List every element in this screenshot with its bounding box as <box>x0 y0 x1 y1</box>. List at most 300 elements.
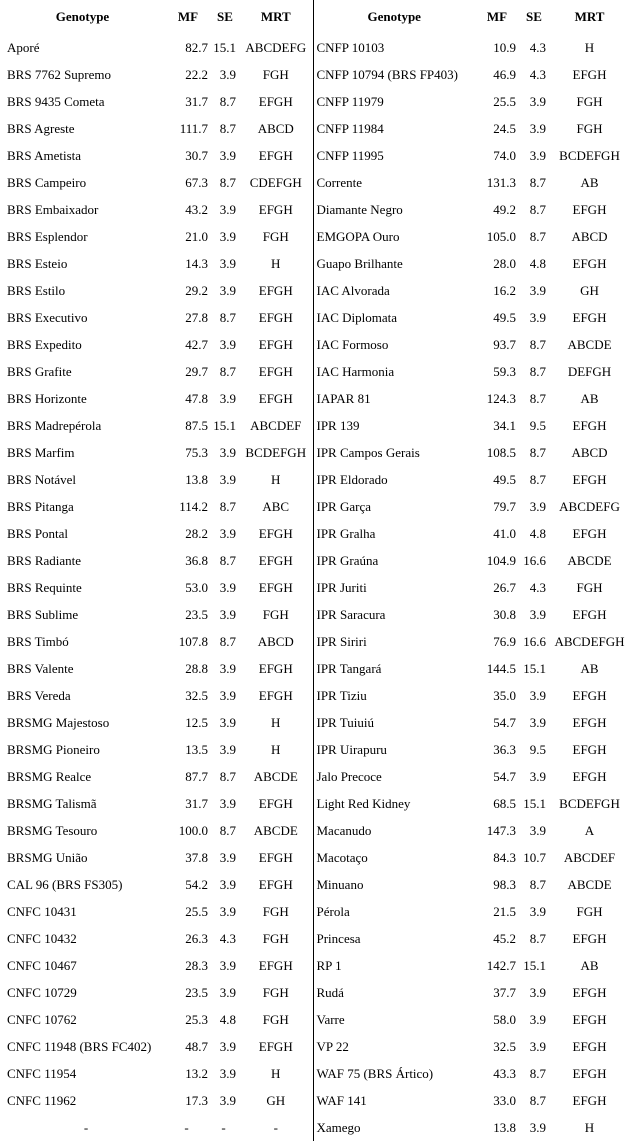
mf-cell-left: 111.7 <box>179 120 208 136</box>
mf-cell-left: 87.5 <box>185 417 208 433</box>
se-cell-left: 3.9 <box>219 984 236 1000</box>
mf-cell-right: 37.7 <box>493 984 516 1000</box>
genotype-cell-left: CNFC 10729 <box>7 984 77 1000</box>
mrt-cell-right: EFGH <box>572 1011 607 1027</box>
se-cell-right: 16.6 <box>523 552 546 568</box>
mf-cell-left: 47.8 <box>185 390 208 406</box>
mf-cell-left: 26.3 <box>185 930 208 946</box>
mrt-cell-right: DEFGH <box>567 363 612 379</box>
mf-cell-left: 114.2 <box>179 498 208 514</box>
genotype-cell-left: Aporé <box>7 39 40 55</box>
se-cell-right: 3.9 <box>529 903 546 919</box>
mf-cell-right: 41.0 <box>493 525 516 541</box>
se-cell-left: 3.9 <box>219 147 236 163</box>
se-cell-left: 15.1 <box>213 39 236 55</box>
mrt-cell-right: EFGH <box>572 687 607 703</box>
mf-cell-right: 108.5 <box>486 444 516 460</box>
mrt-cell-right: ABCD <box>571 228 608 244</box>
se-cell-left: 3.9 <box>219 525 236 541</box>
se-cell-left: 3.9 <box>219 660 236 676</box>
mrt-cell-left: H <box>271 255 281 271</box>
genotype-cell-right: WAF 75 (BRS Ártico) <box>313 1060 475 1087</box>
mrt-cell-left: BCDEFGH <box>245 444 307 460</box>
mf-cell-left: 25.3 <box>185 1011 208 1027</box>
mrt-cell-left: EFGH <box>258 579 293 595</box>
table-header <box>0 0 630 34</box>
mf-cell-right: 58.0 <box>493 1011 516 1027</box>
mrt-cell-left: FGH <box>262 606 289 622</box>
genotype-cell-right: IPR Tiziu <box>313 682 475 709</box>
mf-cell-left: 42.7 <box>185 336 208 352</box>
se-cell-right: 8.7 <box>529 363 546 379</box>
se-cell-right: 9.5 <box>529 417 546 433</box>
genotype-cell-left: BRS Esplendor <box>7 228 88 244</box>
genotype-cell-right: CNFP 10794 (BRS FP403) <box>313 61 475 88</box>
se-cell-right: 3.9 <box>529 498 546 514</box>
mrt-cell-left: EFGH <box>258 390 293 406</box>
table-row <box>0 628 630 655</box>
mf-cell-right: 131.3 <box>486 174 516 190</box>
genotype-cell-right: IPR Tuiuiú <box>313 709 475 736</box>
genotype-cell-left: BRS Vereda <box>7 687 71 703</box>
genotype-cell-right: VP 22 <box>313 1033 475 1060</box>
genotype-cell-left: BRS Grafite <box>7 363 72 379</box>
mrt-cell-right: ABCDE <box>567 336 612 352</box>
mrt-cell-left: FGH <box>262 903 289 919</box>
genotype-cell-right: RP 1 <box>313 952 475 979</box>
mf-cell-left: 29.7 <box>185 363 208 379</box>
genotype-cell-left: BRS Notável <box>7 471 76 487</box>
table-row <box>0 115 630 142</box>
mf-cell-left: 37.8 <box>185 849 208 865</box>
table-row <box>0 1006 630 1033</box>
mf-cell-left: - <box>184 1119 189 1135</box>
genotype-cell-right: Jalo Precoce <box>313 763 475 790</box>
mf-cell-left: 23.5 <box>185 606 208 622</box>
mrt-cell-right: EFGH <box>572 768 607 784</box>
header-genotype-left: Genotype <box>55 9 110 24</box>
table-row <box>0 412 630 439</box>
table-row <box>0 493 630 520</box>
genotype-cell-left: BRS Marfim <box>7 444 75 460</box>
se-cell-right: 3.9 <box>529 147 546 163</box>
genotype-cell-left: BRS 7762 Supremo <box>7 66 112 82</box>
mf-cell-right: 30.8 <box>493 606 516 622</box>
mrt-cell-left: EFGH <box>258 1038 293 1054</box>
mf-cell-right: 35.0 <box>493 687 516 703</box>
genotype-cell-right: IPR Siriri <box>313 628 475 655</box>
mrt-cell-left: EFGH <box>258 876 293 892</box>
mrt-cell-left: FGH <box>262 984 289 1000</box>
mf-cell-right: 144.5 <box>486 660 516 676</box>
se-cell-left: 4.8 <box>219 1011 236 1027</box>
mf-cell-right: 45.2 <box>493 930 516 946</box>
se-cell-left: 3.9 <box>219 741 236 757</box>
mf-cell-left: 21.0 <box>185 228 208 244</box>
mrt-cell-left: FGH <box>262 930 289 946</box>
mf-cell-left: 29.2 <box>185 282 208 298</box>
genotype-cell-left: - <box>83 1119 89 1135</box>
genotype-cell-right: IAC Diplomata <box>313 304 475 331</box>
genotype-cell-right: Guapo Brilhante <box>313 250 475 277</box>
genotype-cell-left: BRS Horizonte <box>7 390 87 406</box>
genotype-cell-right: Macotaço <box>313 844 475 871</box>
mrt-cell-left: EFGH <box>258 552 293 568</box>
se-cell-left: 8.7 <box>219 309 236 325</box>
mrt-cell-left: EFGH <box>258 660 293 676</box>
mf-cell-right: 34.1 <box>493 417 516 433</box>
se-cell-left: 3.9 <box>219 1038 236 1054</box>
genotype-cell-right: IPR Saracura <box>313 601 475 628</box>
mf-cell-left: 87.7 <box>185 768 208 784</box>
mf-cell-left: 43.2 <box>185 201 208 217</box>
genotype-cell-right: Light Red Kidney <box>313 790 475 817</box>
header-mf-left: MF <box>177 9 199 24</box>
mf-cell-left: 31.7 <box>185 795 208 811</box>
genotype-cell-right: CNFP 11995 <box>313 142 475 169</box>
mf-cell-left: 14.3 <box>185 255 208 271</box>
se-cell-right: 3.9 <box>529 120 546 136</box>
se-cell-left: 3.9 <box>219 903 236 919</box>
genotype-cell-left: BRS Embaixador <box>7 201 99 217</box>
genotype-cell-left: BRSMG Pioneiro <box>7 741 100 757</box>
mf-cell-right: 49.5 <box>493 309 516 325</box>
mf-cell-right: 147.3 <box>486 822 516 838</box>
table-row <box>0 574 630 601</box>
genotype-cell-right: CNFP 11984 <box>313 115 475 142</box>
genotype-cell-left: CNFC 11954 <box>7 1065 77 1081</box>
mrt-cell-left: GH <box>266 1092 286 1108</box>
se-cell-left: 8.7 <box>219 498 236 514</box>
genotype-cell-right: IPR Uirapuru <box>313 736 475 763</box>
mrt-cell-right: EFGH <box>572 201 607 217</box>
mrt-cell-right: ABCDE <box>567 552 612 568</box>
mf-cell-right: 54.7 <box>493 714 516 730</box>
genotype-cell-right: IPR Graúna <box>313 547 475 574</box>
genotype-cell-right: IPR Garça <box>313 493 475 520</box>
mrt-cell-right: EFGH <box>572 984 607 1000</box>
mrt-cell-left: EFGH <box>258 363 293 379</box>
se-cell-left: 3.9 <box>219 1092 236 1108</box>
se-cell-left: 3.9 <box>219 471 236 487</box>
se-cell-left: 3.9 <box>219 795 236 811</box>
se-cell-left: 3.9 <box>219 714 236 730</box>
table-row <box>0 223 630 250</box>
table-row <box>0 817 630 844</box>
mrt-cell-right: AB <box>580 957 599 973</box>
mrt-cell-left: CDEFGH <box>249 174 302 190</box>
genotype-cell-right: CNFP 10103 <box>313 34 475 61</box>
genotype-cell-left: BRS Agreste <box>7 120 75 136</box>
mrt-cell-left: EFGH <box>258 201 293 217</box>
se-cell-left: 3.9 <box>219 444 236 460</box>
se-cell-left: 8.7 <box>219 363 236 379</box>
genotype-cell-left: BRS Estilo <box>7 282 66 298</box>
genotype-cell-right: IAC Harmonia <box>313 358 475 385</box>
genotype-cell-right: Corrente <box>313 169 475 196</box>
mrt-cell-right: EFGH <box>572 255 607 271</box>
table-row <box>0 520 630 547</box>
mrt-cell-right: EFGH <box>572 525 607 541</box>
se-cell-right: 15.1 <box>523 660 546 676</box>
genotype-cell-right: Princesa <box>313 925 475 952</box>
mf-cell-left: 23.5 <box>185 984 208 1000</box>
mrt-cell-right: EFGH <box>572 309 607 325</box>
mrt-cell-right: EFGH <box>572 741 607 757</box>
se-cell-right: 8.7 <box>529 201 546 217</box>
mf-cell-left: 32.5 <box>185 687 208 703</box>
table-row <box>0 844 630 871</box>
table-row <box>0 763 630 790</box>
mf-cell-left: 13.2 <box>185 1065 208 1081</box>
mf-cell-right: 33.0 <box>493 1092 516 1108</box>
mf-cell-right: 13.8 <box>493 1119 516 1135</box>
mrt-cell-left: EFGH <box>258 282 293 298</box>
mf-cell-right: 79.7 <box>493 498 516 514</box>
mrt-cell-left: ABCDEF <box>250 417 302 433</box>
se-cell-left: 3.9 <box>219 687 236 703</box>
se-cell-right: 4.8 <box>529 255 546 271</box>
mf-cell-left: 107.8 <box>178 633 208 649</box>
table-row <box>0 277 630 304</box>
genotype-cell-left: BRS Timbó <box>7 633 69 649</box>
mf-cell-right: 84.3 <box>493 849 516 865</box>
mf-cell-left: 27.8 <box>185 309 208 325</box>
table-row <box>0 1060 630 1087</box>
mf-cell-right: 105.0 <box>486 228 516 244</box>
se-cell-left: - <box>221 1119 226 1135</box>
mf-cell-left: 36.8 <box>185 552 208 568</box>
table-row <box>0 61 630 88</box>
se-cell-left: 8.7 <box>219 120 236 136</box>
mf-cell-left: 82.7 <box>185 39 208 55</box>
genotype-cell-left: BRSMG União <box>7 849 88 865</box>
genotype-cell-right: Minuano <box>313 871 475 898</box>
se-cell-right: 3.9 <box>529 93 546 109</box>
mrt-cell-left: H <box>271 1065 281 1081</box>
mrt-cell-right: EFGH <box>572 714 607 730</box>
mf-cell-right: 54.7 <box>493 768 516 784</box>
se-cell-right: 8.7 <box>529 1092 546 1108</box>
se-cell-right: 3.9 <box>529 768 546 784</box>
mf-cell-right: 142.7 <box>486 957 516 973</box>
se-cell-left: 3.9 <box>219 876 236 892</box>
genotype-cell-left: BRSMG Talismã <box>7 795 97 811</box>
se-cell-right: 3.9 <box>529 1119 546 1135</box>
se-cell-left: 3.9 <box>219 282 236 298</box>
se-cell-left: 3.9 <box>219 390 236 406</box>
se-cell-right: 8.7 <box>529 930 546 946</box>
se-cell-right: 9.5 <box>529 741 546 757</box>
se-cell-left: 3.9 <box>219 66 236 82</box>
table-row <box>0 439 630 466</box>
mrt-cell-right: ABCDEFGH <box>554 633 625 649</box>
mrt-cell-right: A <box>584 822 595 838</box>
header-mrt-left: MRT <box>260 9 291 24</box>
table-row <box>0 196 630 223</box>
genotype-cell-left: BRSMG Tesouro <box>7 822 98 838</box>
mf-cell-right: 28.0 <box>493 255 516 271</box>
mrt-cell-right: FGH <box>576 93 603 109</box>
mrt-cell-left: FGH <box>262 1011 289 1027</box>
se-cell-left: 8.7 <box>219 822 236 838</box>
genotype-cell-left: BRS 9435 Cometa <box>7 93 105 109</box>
mf-cell-left: 17.3 <box>185 1092 208 1108</box>
genotype-cell-left: CNFC 11948 (BRS FC402) <box>7 1038 152 1054</box>
se-cell-right: 8.7 <box>529 471 546 487</box>
mrt-cell-left: FGH <box>262 228 289 244</box>
mf-cell-left: 28.3 <box>185 957 208 973</box>
mrt-cell-right: FGH <box>576 903 603 919</box>
mrt-cell-left: EFGH <box>258 147 293 163</box>
mrt-cell-left: H <box>271 714 281 730</box>
mrt-cell-right: GH <box>580 282 599 298</box>
mf-cell-right: 25.5 <box>493 93 516 109</box>
genotype-cell-left: BRS Campeiro <box>7 174 87 190</box>
se-cell-left: 8.7 <box>219 633 236 649</box>
se-cell-right: 4.3 <box>529 66 546 82</box>
mf-cell-left: 31.7 <box>185 93 208 109</box>
mrt-cell-left: EFGH <box>258 795 293 811</box>
mrt-cell-right: FGH <box>576 579 603 595</box>
mf-cell-left: 75.3 <box>185 444 208 460</box>
se-cell-right: 4.3 <box>529 39 546 55</box>
mf-cell-right: 43.3 <box>493 1065 516 1081</box>
mf-cell-right: 76.9 <box>493 633 516 649</box>
header-row <box>0 0 630 34</box>
table-row <box>0 655 630 682</box>
mf-cell-left: 28.8 <box>185 660 208 676</box>
mf-cell-right: 59.3 <box>493 363 516 379</box>
mf-cell-right: 16.2 <box>493 282 516 298</box>
mf-cell-left: 28.2 <box>185 525 208 541</box>
genotype-cell-right: IAC Alvorada <box>313 277 475 304</box>
se-cell-right: 15.1 <box>523 957 546 973</box>
se-cell-right: 15.1 <box>523 795 546 811</box>
header-se-right: SE <box>526 9 542 24</box>
se-cell-left: 4.3 <box>219 930 236 946</box>
genotype-cell-right: IPR 139 <box>313 412 475 439</box>
genotype-cell-right: IPR Campos Gerais <box>313 439 475 466</box>
mrt-cell-right: H <box>584 39 595 55</box>
se-cell-left: 3.9 <box>219 201 236 217</box>
se-cell-left: 8.7 <box>219 552 236 568</box>
mrt-cell-right: EFGH <box>572 930 607 946</box>
genotype-cell-left: BRS Executivo <box>7 309 88 325</box>
mf-cell-right: 26.7 <box>493 579 516 595</box>
table-row <box>0 979 630 1006</box>
mrt-cell-left: H <box>271 741 281 757</box>
se-cell-left: 3.9 <box>219 228 236 244</box>
genotype-cell-right: IPR Gralha <box>313 520 475 547</box>
genotype-cell-left: BRS Madrepérola <box>7 417 102 433</box>
genotype-cell-left: CNFC 10432 <box>7 930 77 946</box>
se-cell-right: 4.3 <box>529 579 546 595</box>
table-row <box>0 898 630 925</box>
genotype-cell-right: EMGOPA Ouro <box>313 223 475 250</box>
genotype-cell-right: Rudá <box>313 979 475 1006</box>
se-cell-left: 3.9 <box>219 1065 236 1081</box>
se-cell-left: 3.9 <box>219 606 236 622</box>
se-cell-left: 3.9 <box>219 579 236 595</box>
mrt-cell-right: AB <box>580 660 599 676</box>
mf-cell-left: 13.8 <box>185 471 208 487</box>
table-row <box>0 871 630 898</box>
table-row <box>0 601 630 628</box>
mrt-cell-left: ABCD <box>257 120 294 136</box>
mrt-cell-right: ABCDEF <box>563 849 616 865</box>
mf-cell-left: 13.5 <box>185 741 208 757</box>
mf-cell-right: 32.5 <box>493 1038 516 1054</box>
mrt-cell-left: ABCDE <box>253 822 298 838</box>
se-cell-right: 3.9 <box>529 714 546 730</box>
table-row <box>0 709 630 736</box>
header-mrt-right: MRT <box>574 9 605 24</box>
se-cell-right: 3.9 <box>529 1038 546 1054</box>
mrt-cell-right: H <box>584 1119 595 1135</box>
se-cell-right: 3.9 <box>529 1011 546 1027</box>
table-row <box>0 331 630 358</box>
mrt-cell-left: EFGH <box>258 849 293 865</box>
table-row <box>0 1114 630 1141</box>
mrt-cell-left: - <box>273 1119 278 1135</box>
mrt-cell-right: AB <box>580 390 599 406</box>
mf-cell-right: 36.3 <box>493 741 516 757</box>
mrt-cell-left: FGH <box>262 66 289 82</box>
mf-cell-right: 49.5 <box>493 471 516 487</box>
genotype-cell-left: BRS Radiante <box>7 552 82 568</box>
se-cell-right: 8.7 <box>529 228 546 244</box>
se-cell-right: 8.7 <box>529 444 546 460</box>
se-cell-right: 8.7 <box>529 174 546 190</box>
mrt-cell-left: EFGH <box>258 336 293 352</box>
genotype-cell-right: Pérola <box>313 898 475 925</box>
mf-cell-right: 74.0 <box>493 147 516 163</box>
genotype-cell-left: CNFC 11962 <box>7 1092 77 1108</box>
mrt-cell-right: BCDEFGH <box>559 795 620 811</box>
mf-cell-right: 68.5 <box>493 795 516 811</box>
table-row <box>0 1033 630 1060</box>
mf-cell-right: 46.9 <box>493 66 516 82</box>
mrt-cell-left: ABCD <box>257 633 294 649</box>
mf-cell-left: 25.5 <box>185 903 208 919</box>
se-cell-left: 3.9 <box>219 255 236 271</box>
mrt-cell-right: FGH <box>576 120 603 136</box>
table-row <box>0 250 630 277</box>
genotype-cell-right: Varre <box>313 1006 475 1033</box>
se-cell-left: 3.9 <box>219 849 236 865</box>
mf-cell-left: 22.2 <box>185 66 208 82</box>
mrt-cell-left: ABCDEFG <box>245 39 307 55</box>
mrt-cell-left: EFGH <box>258 93 293 109</box>
se-cell-left: 3.9 <box>219 336 236 352</box>
mf-cell-right: 104.9 <box>486 552 516 568</box>
mf-cell-right: 93.7 <box>493 336 516 352</box>
table-row <box>0 547 630 574</box>
genotype-cell-left: BRS Ametista <box>7 147 82 163</box>
se-cell-left: 8.7 <box>219 93 236 109</box>
table-body <box>0 34 630 1141</box>
se-cell-left: 8.7 <box>219 768 236 784</box>
table-row <box>0 358 630 385</box>
table-row <box>0 466 630 493</box>
header-genotype-right: Genotype <box>313 0 475 34</box>
mf-cell-left: 12.5 <box>185 714 208 730</box>
table-row <box>0 952 630 979</box>
se-cell-left: 8.7 <box>219 174 236 190</box>
se-cell-right: 3.9 <box>529 687 546 703</box>
genotype-cell-left: BRSMG Realce <box>7 768 92 784</box>
